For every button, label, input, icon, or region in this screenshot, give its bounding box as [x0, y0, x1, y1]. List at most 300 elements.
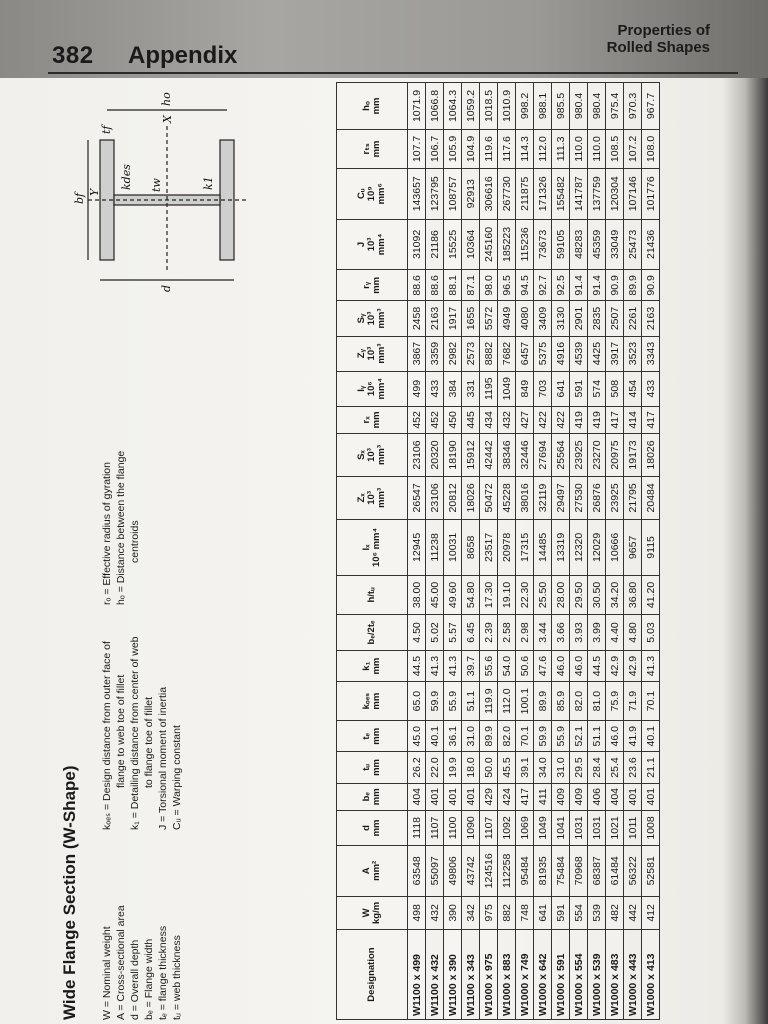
column-header-text: mm [371, 759, 382, 776]
table-cell: 124516 [480, 845, 498, 896]
table-row [588, 83, 606, 1020]
table-cell: 32119 [534, 476, 552, 519]
table-cell: 119.9 [480, 682, 498, 721]
table-cell: 390 [444, 896, 462, 930]
table-cell: 44.5 [588, 650, 606, 681]
table-cell: 331 [462, 371, 480, 406]
table-cell: 574 [588, 371, 606, 406]
column-header [337, 896, 408, 930]
table-cell: 50.6 [516, 650, 534, 681]
designation-cell: W1000 x 554 [570, 930, 588, 1020]
column-header-text: mm [371, 97, 382, 115]
table-cell: 452 [408, 406, 426, 433]
designation-cell: W1000 x 883 [498, 930, 516, 1020]
table-cell: 10666 [606, 519, 624, 575]
table-cell: 123795 [426, 168, 444, 219]
column-header-text: rᵧ [361, 281, 372, 289]
table-cell: 404 [606, 783, 624, 810]
table-cell: 45.5 [498, 752, 516, 783]
table-cell: 17315 [516, 519, 534, 575]
legend-column-1 [100, 905, 184, 1020]
table-cell: 1100 [444, 810, 462, 845]
table-cell: 23925 [570, 434, 588, 477]
table-cell: 81.0 [588, 682, 606, 721]
table-cell: 2163 [426, 301, 444, 336]
table-cell: 45.00 [426, 575, 444, 614]
column-header [337, 476, 408, 519]
column-header-text: 10⁹ [366, 186, 377, 202]
table-cell: 975 [480, 896, 498, 930]
legend-line: d = Overall depth [129, 939, 141, 1020]
table-cell: 988.1 [534, 83, 552, 130]
table-cell: 18.0 [462, 752, 480, 783]
rotated-content [60, 80, 730, 1020]
table-cell: 22.30 [516, 575, 534, 614]
table-cell: 23517 [480, 519, 498, 575]
column-header [337, 270, 408, 301]
table-cell: 45.0 [408, 721, 426, 752]
table-cell: 4.80 [624, 614, 642, 650]
table-cell: 5.02 [426, 614, 444, 650]
table-cell: 554 [570, 896, 588, 930]
table-cell: 92.7 [534, 270, 552, 301]
column-header-text: rₜₛ [361, 143, 372, 155]
designation-cell: W1000 x 413 [642, 930, 660, 1020]
table-cell: 21795 [624, 476, 642, 519]
table-cell: 422 [534, 406, 552, 433]
legend-line: tᵤ = web thickness [171, 935, 183, 1020]
table-cell: 8658 [462, 519, 480, 575]
column-header-text: kg/m [371, 901, 382, 924]
table-cell: 25564 [552, 434, 570, 477]
table-cell: 34.0 [534, 752, 552, 783]
column-header [337, 575, 408, 614]
table-cell: 18026 [462, 476, 480, 519]
table-cell: 18026 [642, 434, 660, 477]
table-cell: 1071.9 [408, 83, 426, 130]
table-row [624, 83, 642, 1020]
column-header-text: mm [371, 819, 382, 837]
table-cell: 21186 [426, 219, 444, 270]
table-cell: 1064.3 [444, 83, 462, 130]
table-cell: 108757 [444, 168, 462, 219]
table-cell: 59.9 [426, 682, 444, 721]
table-cell: 10364 [462, 219, 480, 270]
label-kdes: kdes [120, 164, 133, 190]
table-cell: 15912 [462, 434, 480, 477]
table-cell: 41.3 [642, 650, 660, 681]
column-header [337, 219, 408, 270]
column-header-text: mm³ [376, 444, 387, 466]
column-header-text: mm [371, 276, 382, 294]
table-cell: 3.66 [552, 614, 570, 650]
table-cell: 3343 [642, 336, 660, 371]
table-cell: 4425 [588, 336, 606, 371]
table-cell: 12320 [570, 519, 588, 575]
legend-line: kₒₑₛ = Design distance from outer face of [101, 641, 113, 830]
table-cell: 401 [462, 783, 480, 810]
table-cell: 998.2 [516, 83, 534, 130]
table-cell: 40.1 [642, 721, 660, 752]
table-cell: 429 [480, 783, 498, 810]
table-cell: 110.0 [588, 129, 606, 168]
table-cell: 108.0 [642, 129, 660, 168]
table-cell: 112258 [498, 845, 516, 896]
table-cell: 29.50 [570, 575, 588, 614]
table-cell: 2.98 [516, 614, 534, 650]
chapter-title-line2: Rolled Shapes [606, 39, 710, 56]
table-cell: 23106 [408, 434, 426, 477]
table-cell: 46.0 [606, 721, 624, 752]
table-cell: 2901 [570, 301, 588, 336]
column-header-text: mm [371, 411, 382, 429]
table-cell: 63548 [408, 845, 426, 896]
table-cell: 100.1 [516, 682, 534, 721]
table-cell: 68387 [588, 845, 606, 896]
table-cell: 42442 [480, 434, 498, 477]
table-cell: 29.5 [570, 752, 588, 783]
table-cell: 2982 [444, 336, 462, 371]
designation-cell: W1000 x 483 [606, 930, 624, 1020]
table-cell: 432 [498, 406, 516, 433]
table-cell: 15525 [444, 219, 462, 270]
table-cell: 92913 [462, 168, 480, 219]
table-cell: 20978 [498, 519, 516, 575]
table-cell: 3.99 [588, 614, 606, 650]
chapter-title [607, 22, 710, 56]
table-cell: 11238 [426, 519, 444, 575]
table-cell: 3917 [606, 336, 624, 371]
table-cell: 82.0 [498, 721, 516, 752]
designation-cell: W1100 x 390 [444, 930, 462, 1020]
table-cell: 22.0 [426, 752, 444, 783]
table-cell: 45359 [588, 219, 606, 270]
table-row [552, 83, 570, 1020]
column-header-text: 10⁶ mm⁴ [371, 527, 382, 567]
table-cell: 90.9 [606, 270, 624, 301]
table-body [408, 83, 660, 1020]
legend-line: bₑ = Flange width [143, 938, 155, 1020]
table-header [337, 83, 408, 1020]
table-cell: 2458 [408, 301, 426, 336]
table-cell: 87.1 [462, 270, 480, 301]
designation-cell: W1000 x 975 [480, 930, 498, 1020]
column-header-text: k₁ [361, 661, 372, 671]
label-k1: k1 [202, 176, 215, 190]
table-cell: 5572 [480, 301, 498, 336]
table-cell: 61484 [606, 845, 624, 896]
table-cell: 2163 [642, 301, 660, 336]
table-cell: 94.5 [516, 270, 534, 301]
table-cell: 4.40 [606, 614, 624, 650]
table-cell: 427 [516, 406, 534, 433]
table-cell: 107.7 [408, 129, 426, 168]
table-cell: 882 [498, 896, 516, 930]
table-cell: 591 [552, 896, 570, 930]
table-cell: 120304 [606, 168, 624, 219]
table-cell: 267730 [498, 168, 516, 219]
table-cell: 3130 [552, 301, 570, 336]
table-cell: 75.9 [606, 682, 624, 721]
column-header [337, 682, 408, 721]
table-cell: 46.0 [570, 650, 588, 681]
column-header [337, 519, 408, 575]
table-cell: 18190 [444, 434, 462, 477]
table-cell: 155482 [552, 168, 570, 219]
designation-cell: W1000 x 749 [516, 930, 534, 1020]
table-cell: 43742 [462, 845, 480, 896]
table-cell: 52581 [642, 845, 660, 896]
column-header-text: hₒ [361, 101, 372, 111]
table-cell: 1049 [498, 371, 516, 406]
table-cell: 3359 [426, 336, 444, 371]
table-cell: 748 [516, 896, 534, 930]
table-cell: 2573 [462, 336, 480, 371]
table-cell: 703 [534, 371, 552, 406]
column-header-text: 10³ [366, 448, 377, 462]
column-header-text: Iᵧ [356, 385, 367, 392]
table-cell: 1010.9 [498, 83, 516, 130]
table-cell: 88.6 [426, 270, 444, 301]
table-cell: 28.4 [588, 752, 606, 783]
column-header-text: mm² [371, 860, 382, 881]
table-cell: 28.00 [552, 575, 570, 614]
table-cell: 39.1 [516, 752, 534, 783]
table-cell: 98.0 [480, 270, 498, 301]
table-cell: 31092 [408, 219, 426, 270]
legend-line: to flange toe of fillet [143, 696, 155, 788]
designation-cell: W1000 x 591 [552, 930, 570, 1020]
table-cell: 6457 [516, 336, 534, 371]
column-header-text: J [356, 241, 367, 248]
table-cell: 55.9 [552, 721, 570, 752]
table-cell: 90.9 [642, 270, 660, 301]
table-cell: 30.50 [588, 575, 606, 614]
table-cell: 5.03 [642, 614, 660, 650]
table-cell: 419 [570, 406, 588, 433]
table-cell: 41.3 [426, 650, 444, 681]
table-row [498, 83, 516, 1020]
table-cell: 171326 [534, 168, 552, 219]
table-cell: 27530 [570, 476, 588, 519]
label-ho: ho [160, 92, 173, 106]
table-cell: 45228 [498, 476, 516, 519]
table-cell: 21.1 [642, 752, 660, 783]
table-cell: 46.0 [552, 650, 570, 681]
table-cell: 211875 [516, 168, 534, 219]
table-cell: 970.3 [624, 83, 642, 130]
column-header [337, 810, 408, 845]
legend-line: Cᵤ = Warping constant [171, 725, 183, 830]
label-tw: tw [150, 178, 163, 192]
table-cell: 38346 [498, 434, 516, 477]
table-cell: 13319 [552, 519, 570, 575]
table-cell: 417 [642, 406, 660, 433]
table-cell: 3523 [624, 336, 642, 371]
table-cell: 591 [570, 371, 588, 406]
table-cell: 32446 [516, 434, 534, 477]
table-cell: 1107 [426, 810, 444, 845]
column-header [337, 614, 408, 650]
designation-cell: W1000 x 539 [588, 930, 606, 1020]
label-y: Y [88, 188, 101, 196]
column-header-text: bₑ/2tₑ [366, 620, 377, 645]
table-cell: 104.9 [462, 129, 480, 168]
page-header [0, 0, 768, 78]
column-header [337, 406, 408, 433]
table-cell: 101776 [642, 168, 660, 219]
table-cell: 1049 [534, 810, 552, 845]
column-header-text: Sₓ [356, 450, 367, 460]
table-row [516, 83, 534, 1020]
column-header-text: bₑ [361, 792, 372, 802]
table-cell: 20320 [426, 434, 444, 477]
table-cell: 245160 [480, 219, 498, 270]
column-header-text: 10³ [366, 237, 377, 252]
table-cell: 65.0 [408, 682, 426, 721]
column-header [337, 129, 408, 168]
section-title: Wide Flange Section (W-Shape) [60, 765, 79, 1020]
designation-cell: W1100 x 499 [408, 930, 426, 1020]
table-cell: 59105 [552, 219, 570, 270]
table-cell: 975.4 [606, 83, 624, 130]
column-header-text: mm [371, 727, 382, 745]
table-cell: 89.9 [534, 682, 552, 721]
chapter-title-line1: Properties of [617, 22, 710, 39]
legend-line: hₒ = Distance between the flange [115, 450, 127, 605]
table-cell: 452 [426, 406, 444, 433]
table-cell: 105.9 [444, 129, 462, 168]
table-cell: 401 [444, 783, 462, 810]
column-header-text: W [361, 908, 372, 918]
table-cell: 1021 [606, 810, 624, 845]
table-cell: 411 [534, 783, 552, 810]
table-cell: 4.50 [408, 614, 426, 650]
table-cell: 112.0 [498, 682, 516, 721]
column-header [337, 721, 408, 752]
table-cell: 70968 [570, 845, 588, 896]
table-cell: 404 [408, 783, 426, 810]
column-header [337, 930, 408, 1020]
table-cell: 31.0 [552, 752, 570, 783]
table-row [462, 83, 480, 1020]
legend-line: tₑ = flange thickness [157, 925, 169, 1020]
table-cell: 23106 [426, 476, 444, 519]
label-d: d [160, 284, 173, 292]
column-header-text: tᵤ [361, 764, 372, 771]
table-cell: 107146 [624, 168, 642, 219]
column-header [337, 371, 408, 406]
table-cell: 70.1 [516, 721, 534, 752]
table-cell: 401 [426, 783, 444, 810]
column-header [337, 83, 408, 130]
table-cell: 54.80 [462, 575, 480, 614]
column-header-text: mm [371, 140, 382, 158]
table-cell: 82.0 [570, 682, 588, 721]
column-header [337, 783, 408, 810]
table-cell: 1118 [408, 810, 426, 845]
table-cell: 41.9 [624, 721, 642, 752]
column-header-text: Designation [366, 947, 377, 1002]
table-cell: 29497 [552, 476, 570, 519]
table-cell: 985.5 [552, 83, 570, 130]
table-cell: 23270 [588, 434, 606, 477]
table-row [606, 83, 624, 1020]
column-header-text: 10³ [366, 491, 377, 505]
table-cell: 419 [588, 406, 606, 433]
table-cell: 95484 [516, 845, 534, 896]
table-cell: 432 [426, 896, 444, 930]
table-cell: 91.4 [588, 270, 606, 301]
table-cell: 96.5 [498, 270, 516, 301]
table-cell: 36.80 [624, 575, 642, 614]
label-x: X [161, 115, 174, 123]
column-header-text: Cᵤ [356, 188, 367, 199]
table-cell: 41.20 [642, 575, 660, 614]
column-header-text: kₒₑₛ [361, 692, 372, 710]
table-cell: 42.9 [624, 650, 642, 681]
table-cell: 89.9 [480, 721, 498, 752]
table-cell: 143657 [408, 168, 426, 219]
designation-cell: W1100 x 343 [462, 930, 480, 1020]
column-header-text: d [361, 825, 372, 831]
table-cell: 433 [642, 371, 660, 406]
table-cell: 26876 [588, 476, 606, 519]
designation-cell: W1100 x 432 [426, 930, 444, 1020]
column-header-text: A [361, 867, 372, 875]
table-cell: 70.1 [642, 682, 660, 721]
table-cell: 51.1 [462, 682, 480, 721]
table-cell: 5.57 [444, 614, 462, 650]
table-row [642, 83, 660, 1020]
table-cell: 48283 [570, 219, 588, 270]
table-cell: 25473 [624, 219, 642, 270]
table-cell: 2.58 [498, 614, 516, 650]
table-cell: 26.2 [408, 752, 426, 783]
table-cell: 52.1 [570, 721, 588, 752]
legend-line: A = Cross-sectional area [115, 905, 127, 1020]
table-cell: 849 [516, 371, 534, 406]
table-row [480, 83, 498, 1020]
table-cell: 433 [426, 371, 444, 406]
table-cell: 1195 [480, 371, 498, 406]
table-cell: 42.9 [606, 650, 624, 681]
table-cell: 27694 [534, 434, 552, 477]
table-cell: 1092 [498, 810, 516, 845]
table-cell: 20975 [606, 434, 624, 477]
column-header-text: mm [371, 692, 382, 710]
table-cell: 306616 [480, 168, 498, 219]
table-cell: 36.1 [444, 721, 462, 752]
table-cell: 641 [552, 371, 570, 406]
table-cell: 33049 [606, 219, 624, 270]
table-cell: 56322 [624, 845, 642, 896]
table-cell: 54.0 [498, 650, 516, 681]
column-header-text: 10³ [366, 311, 377, 326]
legend-line: rₒ = Effective radius of gyration [101, 462, 113, 605]
table-cell: 55097 [426, 845, 444, 896]
w-shape-diagram [70, 90, 260, 300]
table-cell: 108.5 [606, 129, 624, 168]
column-header-text: 10⁶ [366, 381, 377, 397]
table-cell: 44.5 [408, 650, 426, 681]
table-cell: 88.6 [408, 270, 426, 301]
table-cell: 19.9 [444, 752, 462, 783]
legend-line: W = Nominal weight [101, 926, 113, 1020]
page-number: 382 [52, 42, 94, 69]
table-cell: 450 [444, 406, 462, 433]
table-cell: 1008 [642, 810, 660, 845]
